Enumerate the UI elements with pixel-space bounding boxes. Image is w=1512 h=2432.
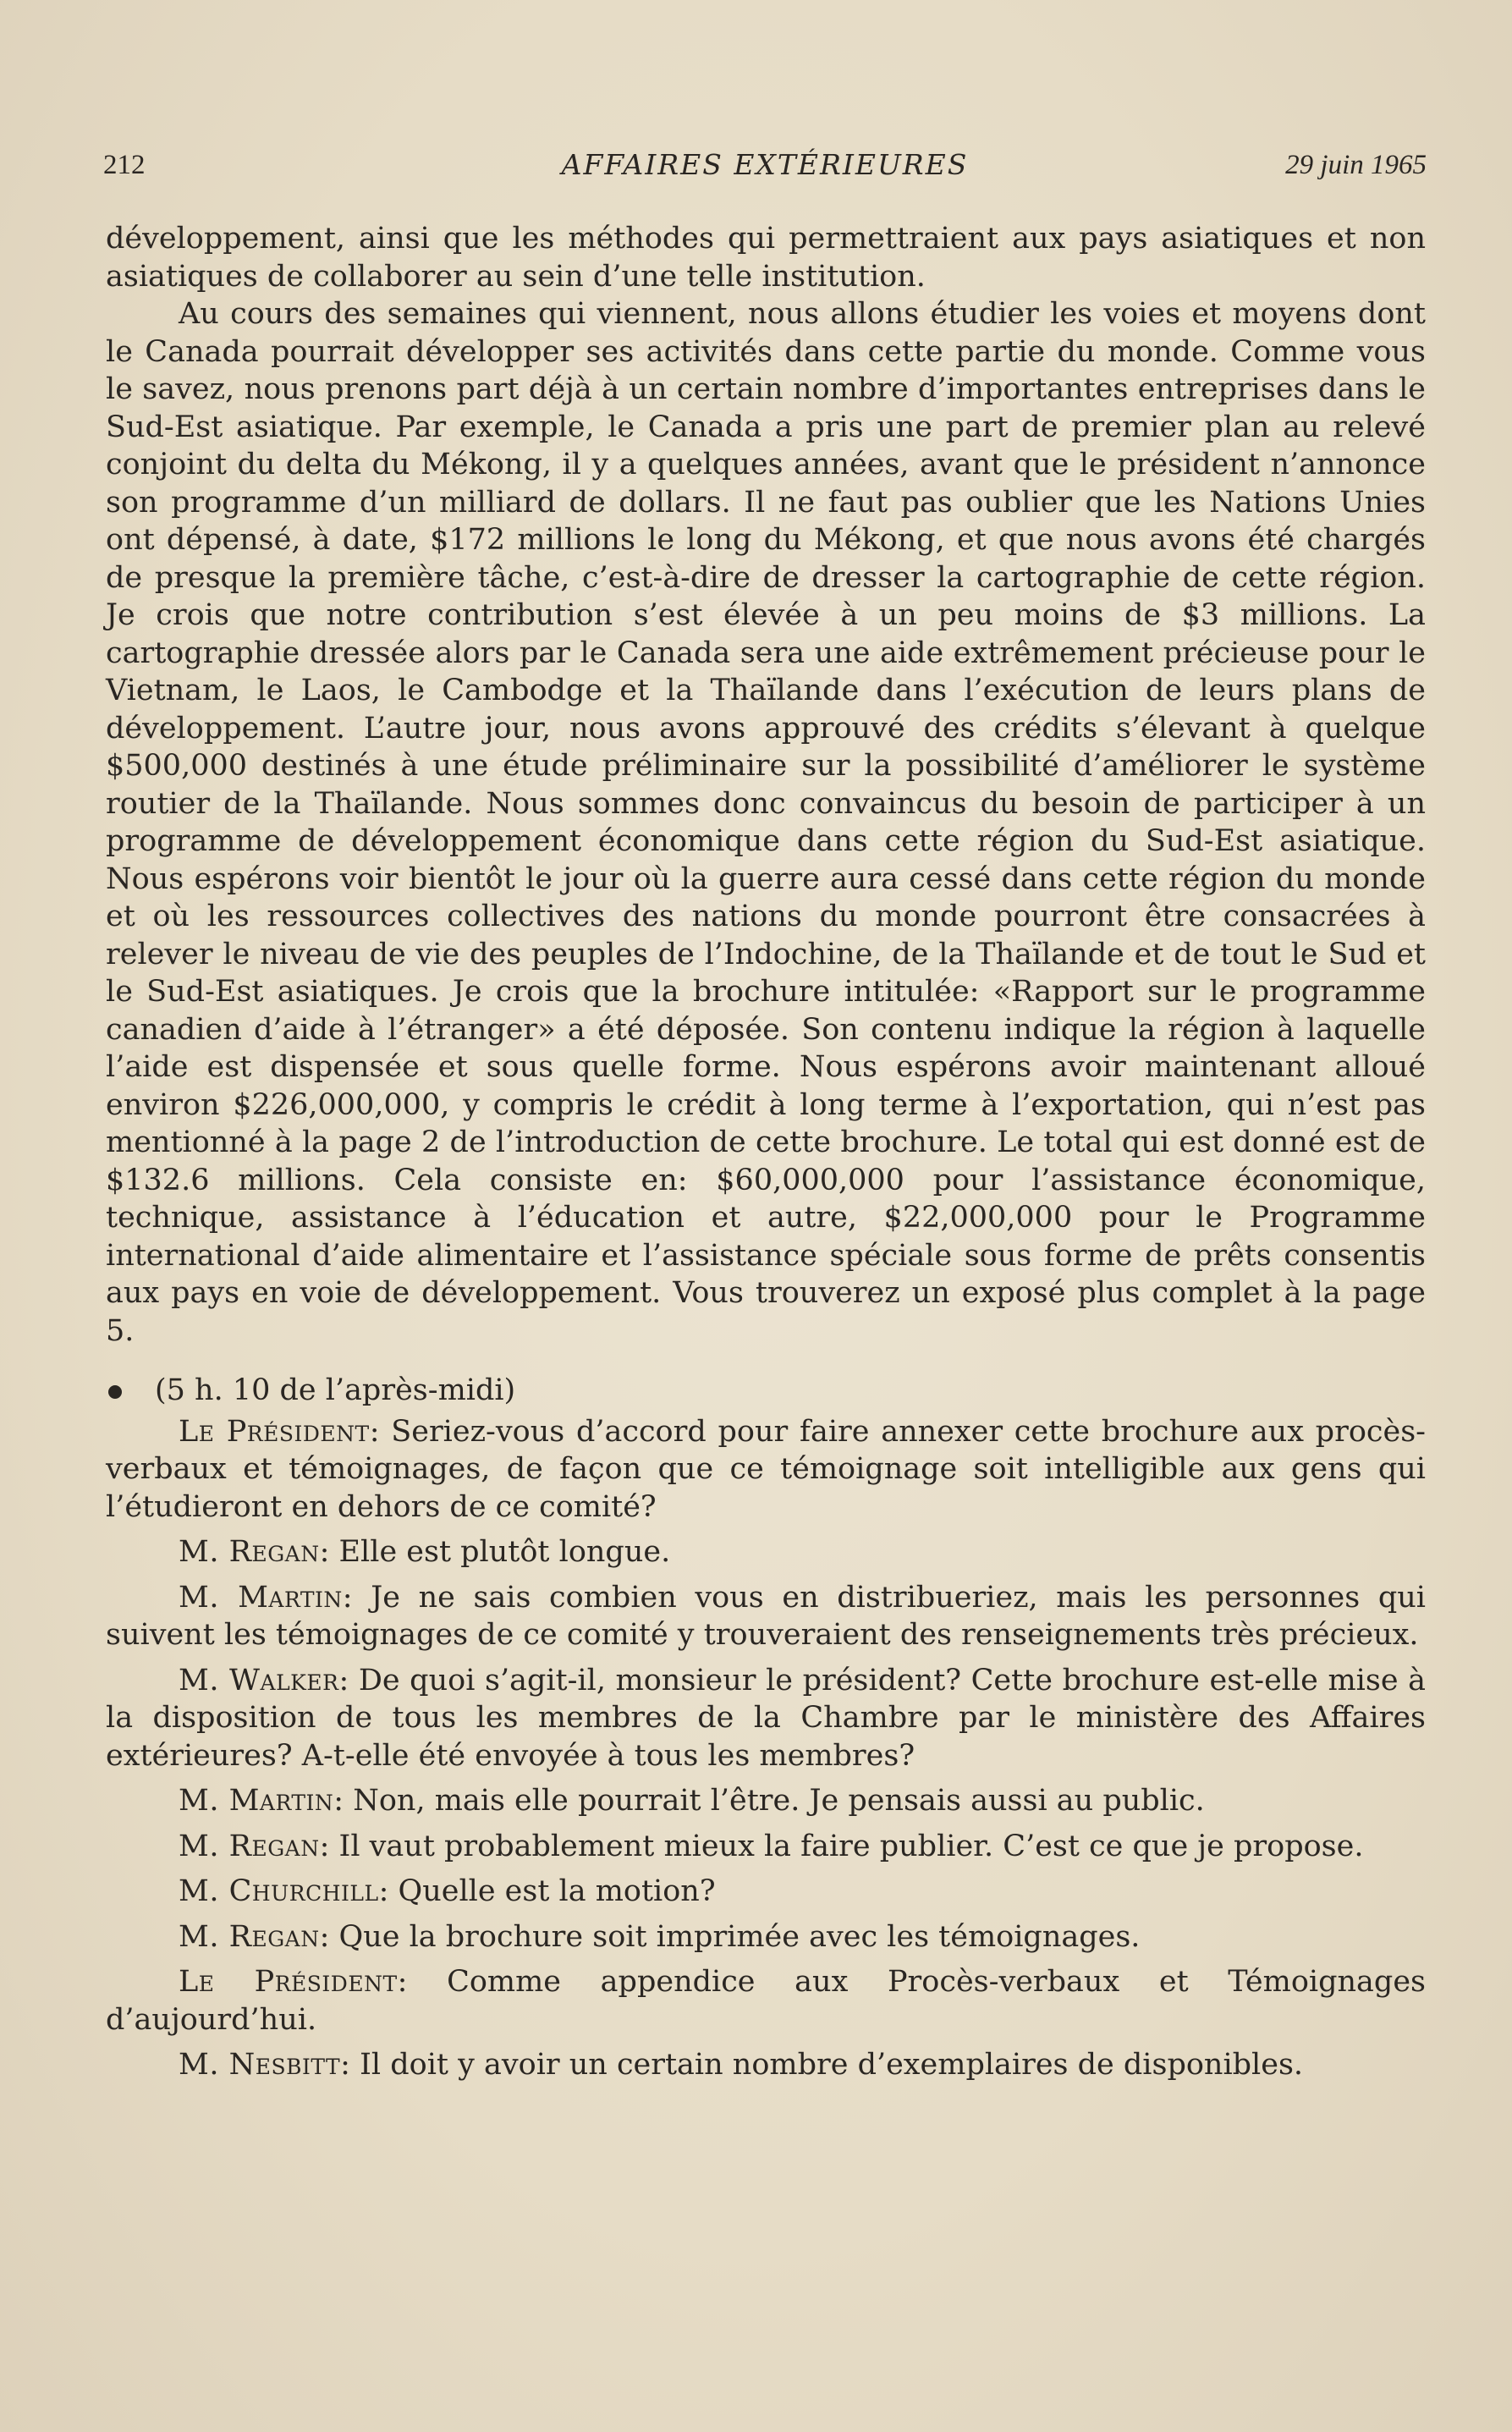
speech-text: : Il doit y avoir un certain nombre d’exemplaires de disponibles. xyxy=(340,2048,1304,2082)
speaker-name: M. Walker xyxy=(179,1663,339,1697)
speaker-name: Le Président xyxy=(179,1965,398,1999)
speech-text: : Non, mais elle pourrait l’être. Je pensais aussi au public. xyxy=(333,1784,1205,1818)
bullet-icon xyxy=(108,1385,122,1399)
speaker-name: M. Regan xyxy=(179,1535,320,1569)
page-number: 212 xyxy=(103,150,146,180)
page-header xyxy=(103,144,1427,186)
speaker-name: M. Regan xyxy=(179,1919,320,1954)
speech-text: : Que la brochure soit imprimée avec les témoignages. xyxy=(319,1919,1141,1954)
speech-text: : Quelle est la motion? xyxy=(378,1874,716,1908)
speaker-name: M. Churchill xyxy=(179,1874,379,1908)
page-body xyxy=(106,220,1426,2084)
speech-text: : Seriez-vous d’accord pour faire annexer cette brochure aux procès-verbaux et témoignages, de façon que ce témoignage soit intelligible aux gens qui l’étudieront en dehors de ce comité? xyxy=(106,1414,1426,1524)
exchange-paragraph xyxy=(106,1963,1426,2039)
running-title: AFFAIRES EXTÉRIEURES xyxy=(561,148,969,181)
speaker-name: M. Martin xyxy=(179,1580,343,1615)
exchange-paragraph xyxy=(106,1413,1426,1527)
speech-text: : De quoi s’agit-il, monsieur le président? Cette brochure est-elle mise à la disposition de tous les membres de la Chambre par le ministère des Affaires extérieures? A-t-elle été envoyée à tous les membres? xyxy=(106,1663,1426,1773)
speaker-name: M. Regan xyxy=(179,1829,320,1863)
time-marker xyxy=(106,1372,1426,1410)
paragraph-continuation: développement, ainsi que les méthodes qui permettraient aux pays asiatiques et non asiatiques de collaborer au sein d’une telle institution. xyxy=(106,222,1426,294)
speech-text: : Je ne sais combien vous en distribueriez, mais les personnes qui suivent les témoignages de ce comité y trouveraient des renseignements très précieux. xyxy=(106,1580,1426,1652)
exchange-paragraph xyxy=(106,1579,1426,1654)
exchange-paragraph xyxy=(106,1828,1426,1866)
speech-text: : Comme appendice aux Procès-verbaux et Témoignages d’aujourd’hui. xyxy=(106,1965,1426,2037)
paragraph-main: Au cours des semaines qui viennent, nous allons étudier les voies et moyens dont le Canada pourrait développer ses activités dans cette partie du monde. Comme vous le savez, nous prenons part déjà à un certain nombre d’importantes entreprises dans le Sud-Est asiatique. Par exemple, le Canada a pris une part de premier plan au relevé conjoint du delta du Mékong, il y a quelques années, avant que le président n’annonce son programme d’un milliard de dollars. Il ne faut pas oublier que les Nations Unies ont dépensé, à date, $172 millions le long du Mékong, et que nous avons été chargés de presque la première tâche, c’est-à-dire de dresser la cartographie de cette région. Je crois que notre contribution s’est élevée à un peu moins de $3 millions. La cartographie dressée alors par le Canada sera une aide extrêmement précieuse pour le Vietnam, le Laos, le Cambodge et la Thaïlande dans l’exécution de leurs plans de développement. L’autre jour, nous avons approuvé des crédits s’élevant à quelque $500,000 destinés à une étude préliminaire sur la possibilité d’améliorer le système routier de la Thaïlande. Nous sommes donc convaincus du besoin de participer à un programme de développement économique dans cette région du Sud-Est asiatique. Nous espérons voir bientôt le jour où la guerre aura cessé dans cette région du monde et où les ressources collectives des nations du monde pourront être consacrées à relever le niveau de vie des peuples de l’Indochine, de la Thaïlande et de tout le Sud et le Sud-Est asiatiques. Je crois que la brochure intitulée: «Rapport sur le programme canadien d’aide à l’étranger» a été déposée. Son contenu indique la région à laquelle l’aide est dispensée et sous quelle forme. Nous espérons avoir maintenant alloué environ $226,000,000, y compris le crédit à long terme à l’exportation, qui n’est pas mentionné à la page 2 de l’introduction de cette brochure. Le total qui est donné est de $132.6 millions. Cela consiste en: $60,000,000 pour l’assistance économique, technique, assistance à l’éducation et autre, $22,000,000 pour le Programme international d’aide alimentaire et l’assistance spéciale sous forme de prêts consentis aux pays en voie de développement. Vous trouverez un exposé plus complet à la page 5. xyxy=(106,297,1426,1348)
time-marker-text: (5 h. 10 de l’après-midi) xyxy=(155,1373,516,1407)
speaker-name: M. Nesbitt xyxy=(179,2048,341,2082)
speaker-name: Le Président xyxy=(179,1414,370,1449)
exchange-paragraph xyxy=(106,2046,1426,2084)
exchange-paragraph xyxy=(106,1873,1426,1911)
exchange-paragraph xyxy=(106,1918,1426,1956)
speech-text: : Elle est plutôt longue. xyxy=(319,1535,671,1569)
exchange-paragraph xyxy=(106,1782,1426,1820)
header-date: 29 juin 1965 xyxy=(1285,150,1427,180)
exchange-paragraph xyxy=(106,1533,1426,1571)
speech-text: : Il vaut probablement mieux la faire publier. C’est ce que je propose. xyxy=(319,1829,1364,1863)
exchange-paragraph xyxy=(106,1662,1426,1775)
speaker-name: M. Martin xyxy=(179,1784,334,1818)
